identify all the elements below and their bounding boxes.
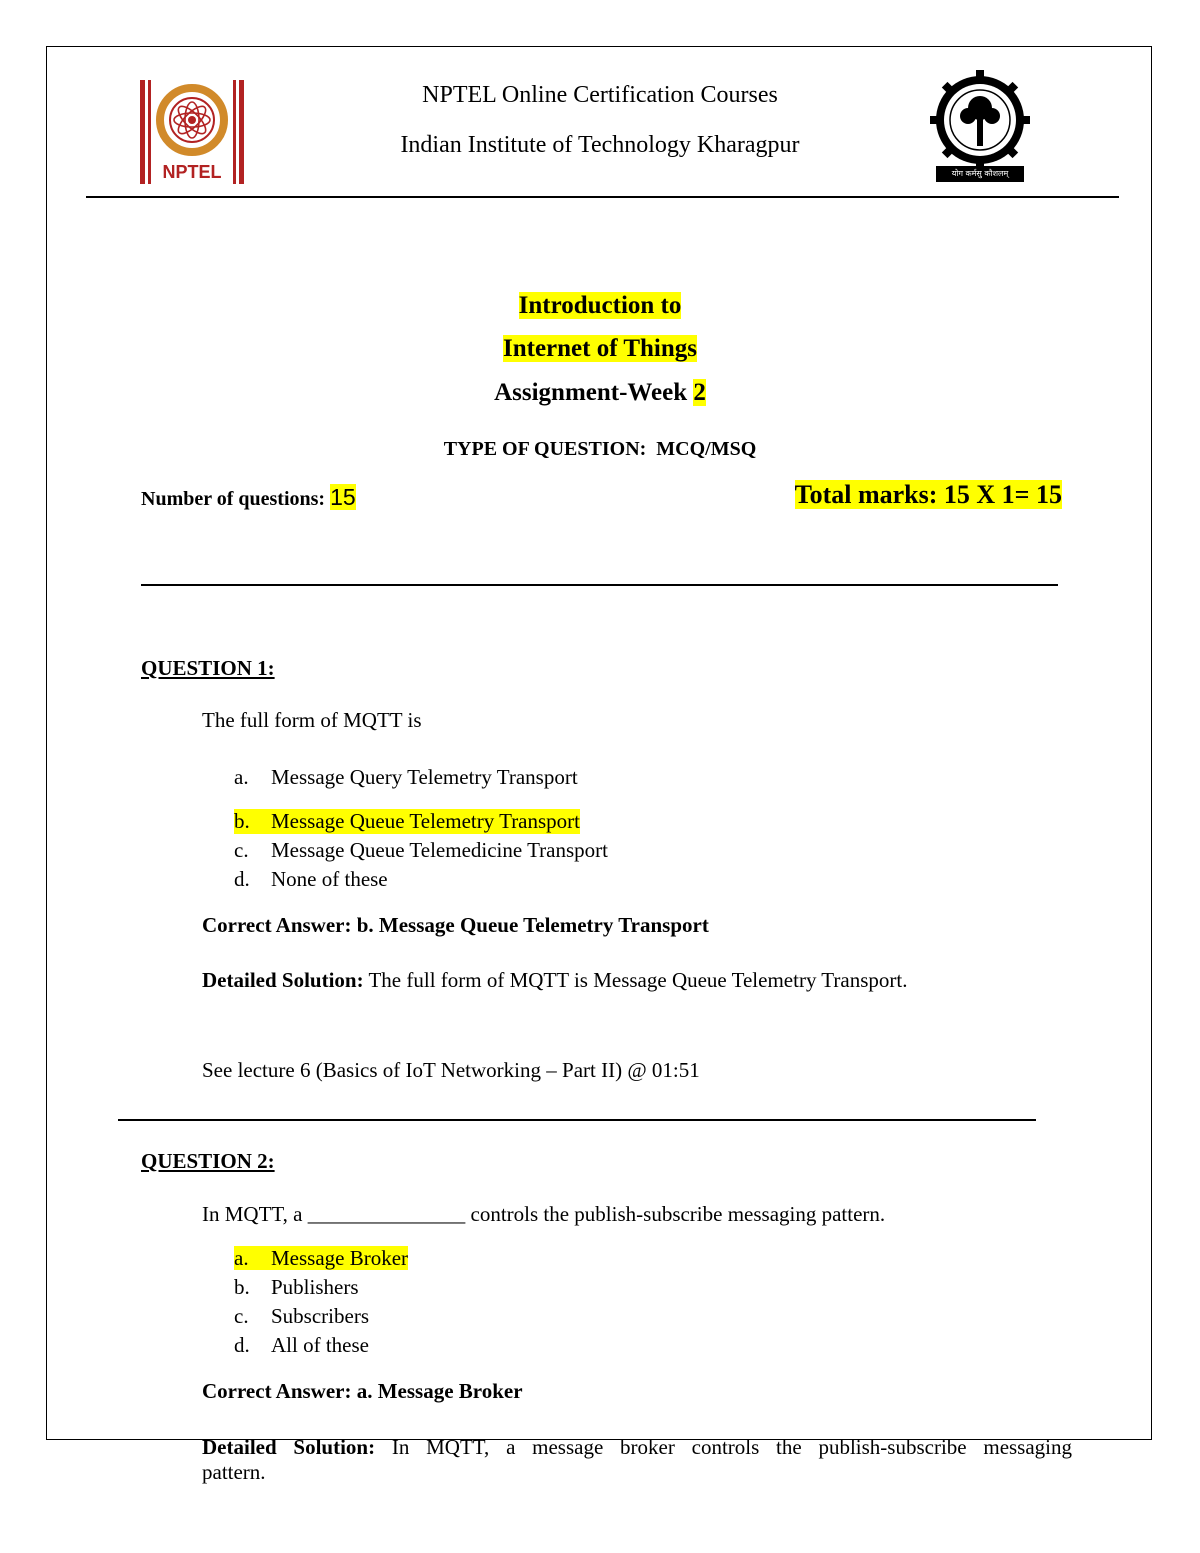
header-line-2: Indian Institute of Technology Kharagpur bbox=[400, 132, 800, 158]
assignment-week: Assignment-Week 2 bbox=[494, 379, 706, 406]
question-1-detailed-solution: Detailed Solution: The full form of MQTT is Message Queue Telemetry Transport. bbox=[202, 968, 908, 992]
header-divider bbox=[86, 196, 1119, 198]
question-1-heading: QUESTION 1: bbox=[141, 656, 275, 680]
question-2-text: In MQTT, a _______________ controls the publish-subscribe messaging pattern. bbox=[202, 1202, 886, 1226]
question-1-option-c: c. Message Queue Telemedicine Transport bbox=[234, 838, 608, 862]
question-2-detailed-solution: Detailed Solution: In MQTT, a message broker controls the publish-subscribe messaging pattern. bbox=[202, 1435, 1073, 1484]
question-2-option-c: c. Subscribers bbox=[234, 1304, 369, 1328]
iit-kgp-motto: योग कर्मसु कौशलम् bbox=[951, 169, 1009, 178]
question-1-option-d: d. None of these bbox=[234, 867, 388, 891]
nptel-logo-text: NPTEL bbox=[162, 162, 222, 182]
header-line-1: NPTEL Online Certification Courses bbox=[422, 82, 778, 108]
number-of-questions: Number of questions: 15 bbox=[141, 484, 356, 510]
question-2-option-d: d. All of these bbox=[234, 1333, 369, 1357]
question-1-reference: See lecture 6 (Basics of IoT Networking – Part II) @ 01:51 bbox=[202, 1058, 700, 1082]
question-1-option-b: b. Message Queue Telemetry Transport bbox=[234, 809, 581, 833]
question-1-option-a: a. Message Query Telemetry Transport bbox=[234, 765, 578, 789]
question-1-text: The full form of MQTT is bbox=[202, 708, 422, 732]
total-marks: Total marks: 15 X 1= 15 bbox=[794, 480, 1062, 509]
page-border bbox=[46, 46, 1152, 1440]
question-2-heading: QUESTION 2: bbox=[141, 1149, 275, 1173]
section-divider-2 bbox=[118, 1119, 1036, 1121]
iit-kharagpur-emblem bbox=[928, 70, 1032, 186]
type-of-question: TYPE OF QUESTION: MCQ/MSQ bbox=[443, 438, 757, 460]
course-title-line-2: Internet of Things bbox=[502, 335, 697, 362]
course-title-line-1: Introduction to bbox=[518, 292, 682, 319]
question-2-correct-answer: Correct Answer: a. Message Broker bbox=[202, 1379, 523, 1403]
question-2-option-a: a. Message Broker bbox=[234, 1246, 409, 1270]
question-2-option-b: b. Publishers bbox=[234, 1275, 359, 1299]
question-1-correct-answer: Correct Answer: b. Message Queue Telemetry Transport bbox=[202, 913, 709, 937]
section-divider-1 bbox=[141, 584, 1058, 586]
